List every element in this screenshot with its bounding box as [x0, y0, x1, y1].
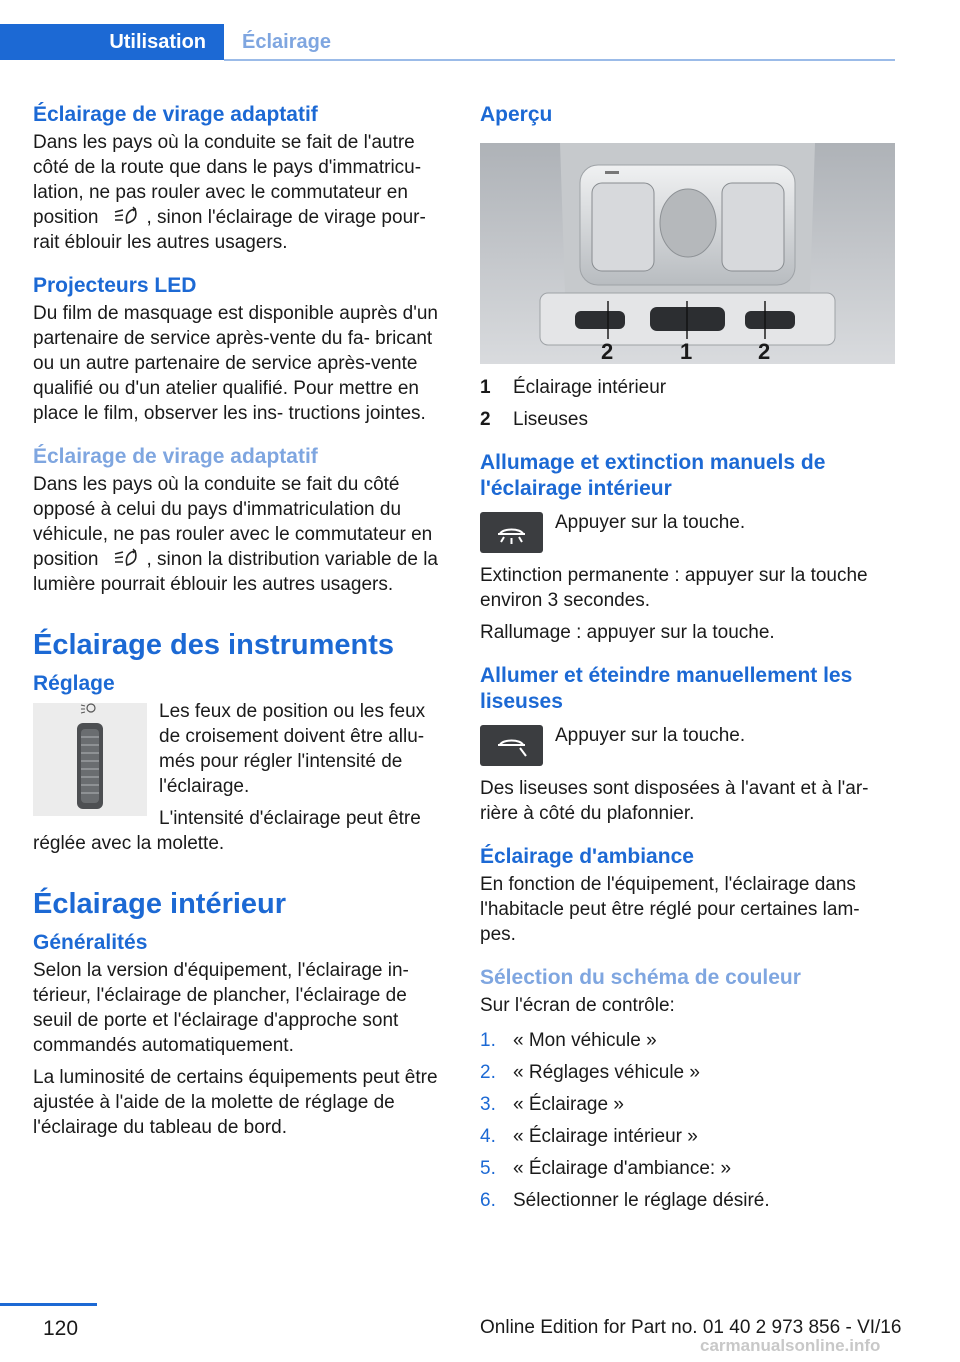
section-title-allumage: Allumage et extinction manuels de l'éclairage intérieur	[480, 451, 826, 500]
edition-text: Online Edition for Part no. 01 40 2 973 856 - VI/16	[480, 1317, 902, 1338]
reading-light-button-image	[480, 725, 543, 766]
paragraph-liseuses-button: Appuyer sur la touche.	[555, 725, 746, 746]
watermark: carmanualsonline.info	[700, 1336, 881, 1355]
section-title-liseuses: Allumer et éteindre manuellement les liseuses	[480, 664, 853, 713]
left-column	[33, 102, 449, 1140]
section-title-ambiance: Éclairage d'ambiance	[480, 845, 694, 868]
photo-label-2-left: 2	[601, 339, 614, 364]
heading-interieur: Éclairage intérieur	[33, 888, 287, 920]
list-item: 6. Sélectionner le réglage désiré.	[480, 1190, 770, 1211]
heading-instruments: Éclairage des instruments	[33, 629, 395, 661]
footer-divider	[0, 1303, 97, 1306]
list-item: 3. « Éclairage »	[480, 1094, 624, 1115]
header-divider	[224, 59, 895, 61]
steps-list	[480, 1028, 895, 1213]
section-title-led: Projecteurs LED	[33, 274, 197, 297]
list-item: 5. « Éclairage d'ambiance: »	[480, 1158, 732, 1179]
paragraph-virage-2: Dans les pays où la conduite se fait du côté opposé à celui du pays d'immatriculation du véhicule, ne pas rouler avec le commutateur en position , sinon la distribution variable de la lumière pourrait éblouir les autres usagers.	[33, 474, 439, 595]
overhead-console-photo	[480, 143, 895, 364]
legend-item: 2 Liseuses	[480, 409, 588, 430]
page-number: 120	[43, 1317, 79, 1340]
paragraph-allumage-2: Rallumage : appuyer sur la touche.	[480, 622, 775, 643]
paragraph-liseuses: Des liseuses sont disposées à l'avant et à l'ar- rière à côté du plafonnier.	[480, 778, 869, 824]
header-tabs	[0, 24, 895, 62]
section-title-virage-2: Éclairage de virage adaptatif	[33, 445, 318, 468]
photo-label-2-right: 2	[758, 339, 771, 364]
legend-item: 1 Éclairage intérieur	[480, 377, 667, 398]
paragraph-ambiance: En fonction de l'équipement, l'éclairage dans l'habitacle peut être réglé pour certaines lam- pes.	[480, 874, 860, 945]
paragraph-generalites-2: La luminosité de certains équipements peut être ajustée à l'aide de la molette de réglage de l'éclairage du tableau de bord.	[33, 1067, 438, 1138]
list-item: 2. « Réglages véhicule »	[480, 1062, 700, 1083]
overhead-console-icon	[480, 143, 895, 364]
tab-eclairage[interactable]: Éclairage	[242, 30, 331, 53]
photo-label-1: 1	[680, 339, 693, 364]
list-item: 1. « Mon véhicule »	[480, 1030, 657, 1051]
dimmer-wheel-image	[33, 703, 147, 816]
paragraph-reglage-2: L'intensité d'éclairage peut être réglée avec la molette.	[33, 808, 421, 854]
dimmer-wheel-icon	[33, 703, 147, 816]
section-title-apercu: Aperçu	[480, 103, 553, 126]
list-item: 4. « Éclairage intérieur »	[480, 1126, 698, 1147]
section-title-reglage: Réglage	[33, 672, 115, 695]
paragraph-couleur-intro: Sur l'écran de contrôle:	[480, 995, 675, 1016]
paragraph-virage-1: Dans les pays où la conduite se fait de l'autre côté de la route que dans le pays d'immatricu- lation, ne pas rouler avec le commutateur en position , sinon l'éclairage de virage pour- rait éblouir les autres usagers.	[33, 132, 426, 253]
paragraph-reglage-1: Les feux de position ou les feux de croisement doivent être allu- més pour régler l'intensité de l'éclairage.	[159, 701, 426, 797]
reading-light-icon	[480, 725, 543, 766]
headlight-switch-icon	[113, 206, 141, 226]
interior-light-icon	[480, 512, 543, 553]
section-title-virage-1: Éclairage de virage adaptatif	[33, 103, 318, 126]
section-title-couleur: Sélection du schéma de couleur	[480, 966, 801, 989]
interior-light-button-image	[480, 512, 543, 553]
paragraph-generalites-1: Selon la version d'équipement, l'éclairage in- térieur, l'éclairage de plancher, l'éclairage de seuil de porte et l'éclairage d'approche sont commandés automatiquement.	[33, 960, 409, 1056]
headlight-switch-icon	[113, 548, 141, 568]
right-column	[480, 102, 895, 1220]
tab-utilisation[interactable]: Utilisation	[0, 24, 224, 60]
paragraph-led: Du film de masquage est disponible auprès d'un partenaire de service après-vente du fa- bricant ou un autre partenaire de service après-vente qualifié ou d'un atelier qualifié. Pour mettre en place le film, observer les ins- tructions jointes.	[33, 303, 438, 424]
section-title-generalites: Généralités	[33, 931, 148, 954]
paragraph-allumage-button: Appuyer sur la touche.	[555, 512, 746, 533]
paragraph-allumage-1: Extinction permanente : appuyer sur la touche environ 3 secondes.	[480, 565, 868, 611]
